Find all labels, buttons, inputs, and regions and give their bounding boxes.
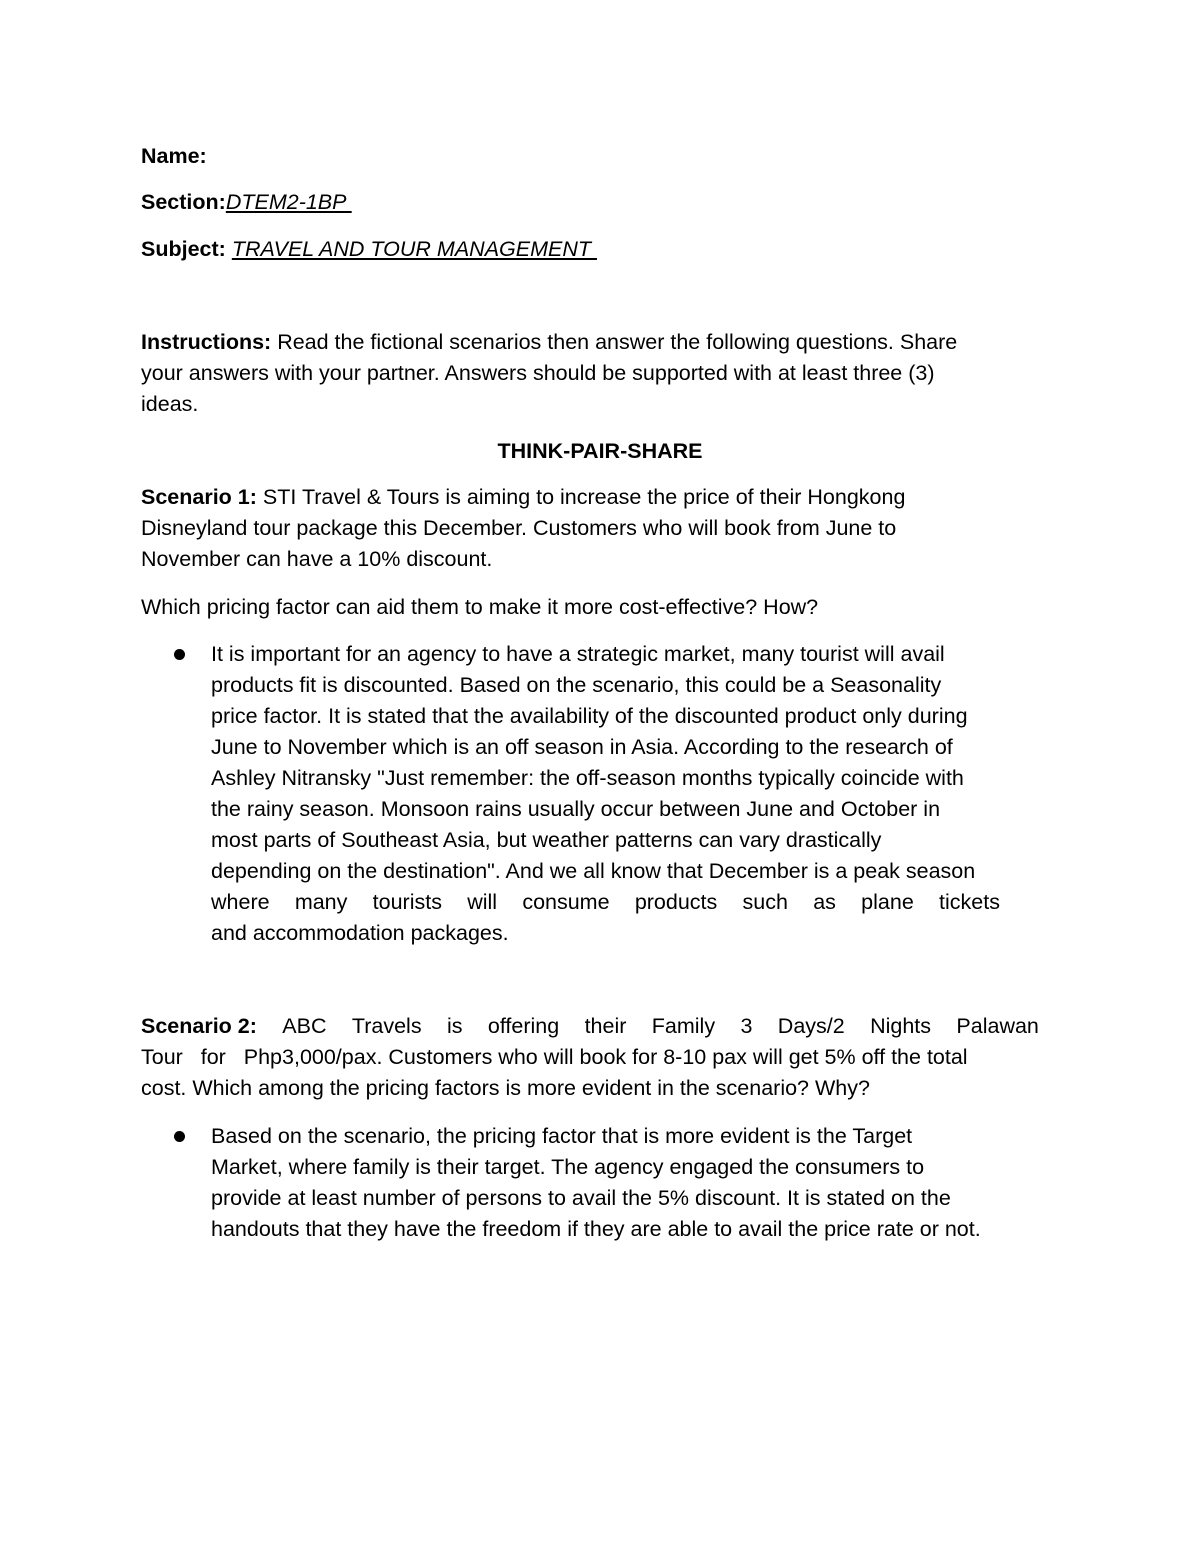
answer-line: and accommodation packages. — [211, 921, 509, 945]
word: consume — [522, 890, 610, 914]
subject-field — [141, 234, 597, 265]
answer-line: Ashley Nitransky "Just remember: the off-season months typically coincide with — [211, 766, 964, 790]
word: tickets — [939, 890, 1000, 914]
answer-line: Market, where family is their target. The agency engaged the consumers to — [211, 1155, 925, 1179]
scenario-1-paragraph — [141, 482, 1041, 575]
word: Travels — [351, 1014, 422, 1038]
instructions-line-3: ideas. — [141, 392, 199, 416]
scenario-1-answer — [211, 639, 1053, 949]
scenario-1-question: Which pricing factor can aid them to make it more cost-effective? How? — [141, 595, 819, 619]
scenario-2-answer — [211, 1121, 1053, 1245]
name-label: Name: — [141, 144, 207, 168]
answer-line: It is important for an agency to have a strategic market, many tourist will avail — [211, 642, 945, 666]
word: Days/2 — [777, 1014, 845, 1038]
answer-line: Based on the scenario, the pricing factor that is more evident is the Target — [211, 1124, 913, 1148]
subject-label: Subject: — [141, 237, 226, 261]
instructions-line-2: your answers with your partner. Answers should be supported with at least three (3) — [141, 361, 935, 385]
subject-value: TRAVEL AND TOUR MANAGEMENT — [231, 237, 597, 261]
word: such — [742, 890, 788, 914]
instructions-label: Instructions: — [141, 330, 272, 354]
scenario-2-paragraph — [141, 1011, 1039, 1104]
answer-line-justified — [211, 887, 1000, 918]
word: as — [813, 890, 836, 914]
scenario-2-line-1 — [141, 1011, 1039, 1042]
word: is — [446, 1014, 463, 1038]
answer-line: depending on the destination". And we all know that December is a peak season — [211, 859, 976, 883]
word: Family — [651, 1014, 716, 1038]
word: Palawan — [956, 1014, 1039, 1038]
answer-line: the rainy season. Monsoon rains usually occur between June and October in — [211, 797, 941, 821]
word: where — [211, 890, 270, 914]
word: tourists — [372, 890, 442, 914]
section-label: Section: — [141, 190, 226, 214]
word: 3 — [740, 1014, 753, 1038]
scenario-1-line-3: November can have a 10% discount. — [141, 547, 493, 571]
bullet-icon — [174, 1131, 185, 1142]
word: offering — [487, 1014, 560, 1038]
answer-line: June to November which is an off season in Asia. According to the research of — [211, 735, 953, 759]
scenario-2-label: Scenario 2: — [141, 1014, 257, 1038]
word: many — [294, 890, 348, 914]
instructions-paragraph — [141, 327, 1041, 420]
section-value: DTEM2-1BP — [225, 190, 352, 214]
word: products — [634, 890, 718, 914]
section-field — [141, 187, 352, 218]
answer-line: handouts that they have the freedom if they are able to avail the price rate or not. — [211, 1217, 981, 1241]
answer-line: price factor. It is stated that the availability of the discounted product only during — [211, 704, 968, 728]
word: ABC — [282, 1014, 327, 1038]
scenario-1-line-1: STI Travel & Tours is aiming to increase the price of their Hongkong — [262, 485, 906, 509]
word: will — [467, 890, 498, 914]
scenario-1-line-2: Disneyland tour package this December. Customers who will book from June to — [141, 516, 897, 540]
activity-title: THINK-PAIR-SHARE — [497, 439, 703, 463]
word: Nights — [870, 1014, 932, 1038]
instructions-line-1: Read the fictional scenarios then answer the following questions. Share — [277, 330, 958, 354]
scenario-2-line-3: cost. Which among the pricing factors is more evident in the scenario? Why? — [141, 1076, 870, 1100]
answer-line: products fit is discounted. Based on the scenario, this could be a Seasonality — [211, 673, 942, 697]
scenario-1-label: Scenario 1: — [141, 485, 257, 509]
word: plane — [861, 890, 914, 914]
answer-line: most parts of Southeast Asia, but weather patterns can vary drastically — [211, 828, 882, 852]
bullet-icon — [174, 649, 185, 660]
word: their — [584, 1014, 627, 1038]
scenario-2-line-2: Tour for Php3,000/pax. Customers who will book for 8-10 pax will get 5% off the total — [141, 1045, 968, 1069]
answer-line: provide at least number of persons to avail the 5% discount. It is stated on the — [211, 1186, 951, 1210]
